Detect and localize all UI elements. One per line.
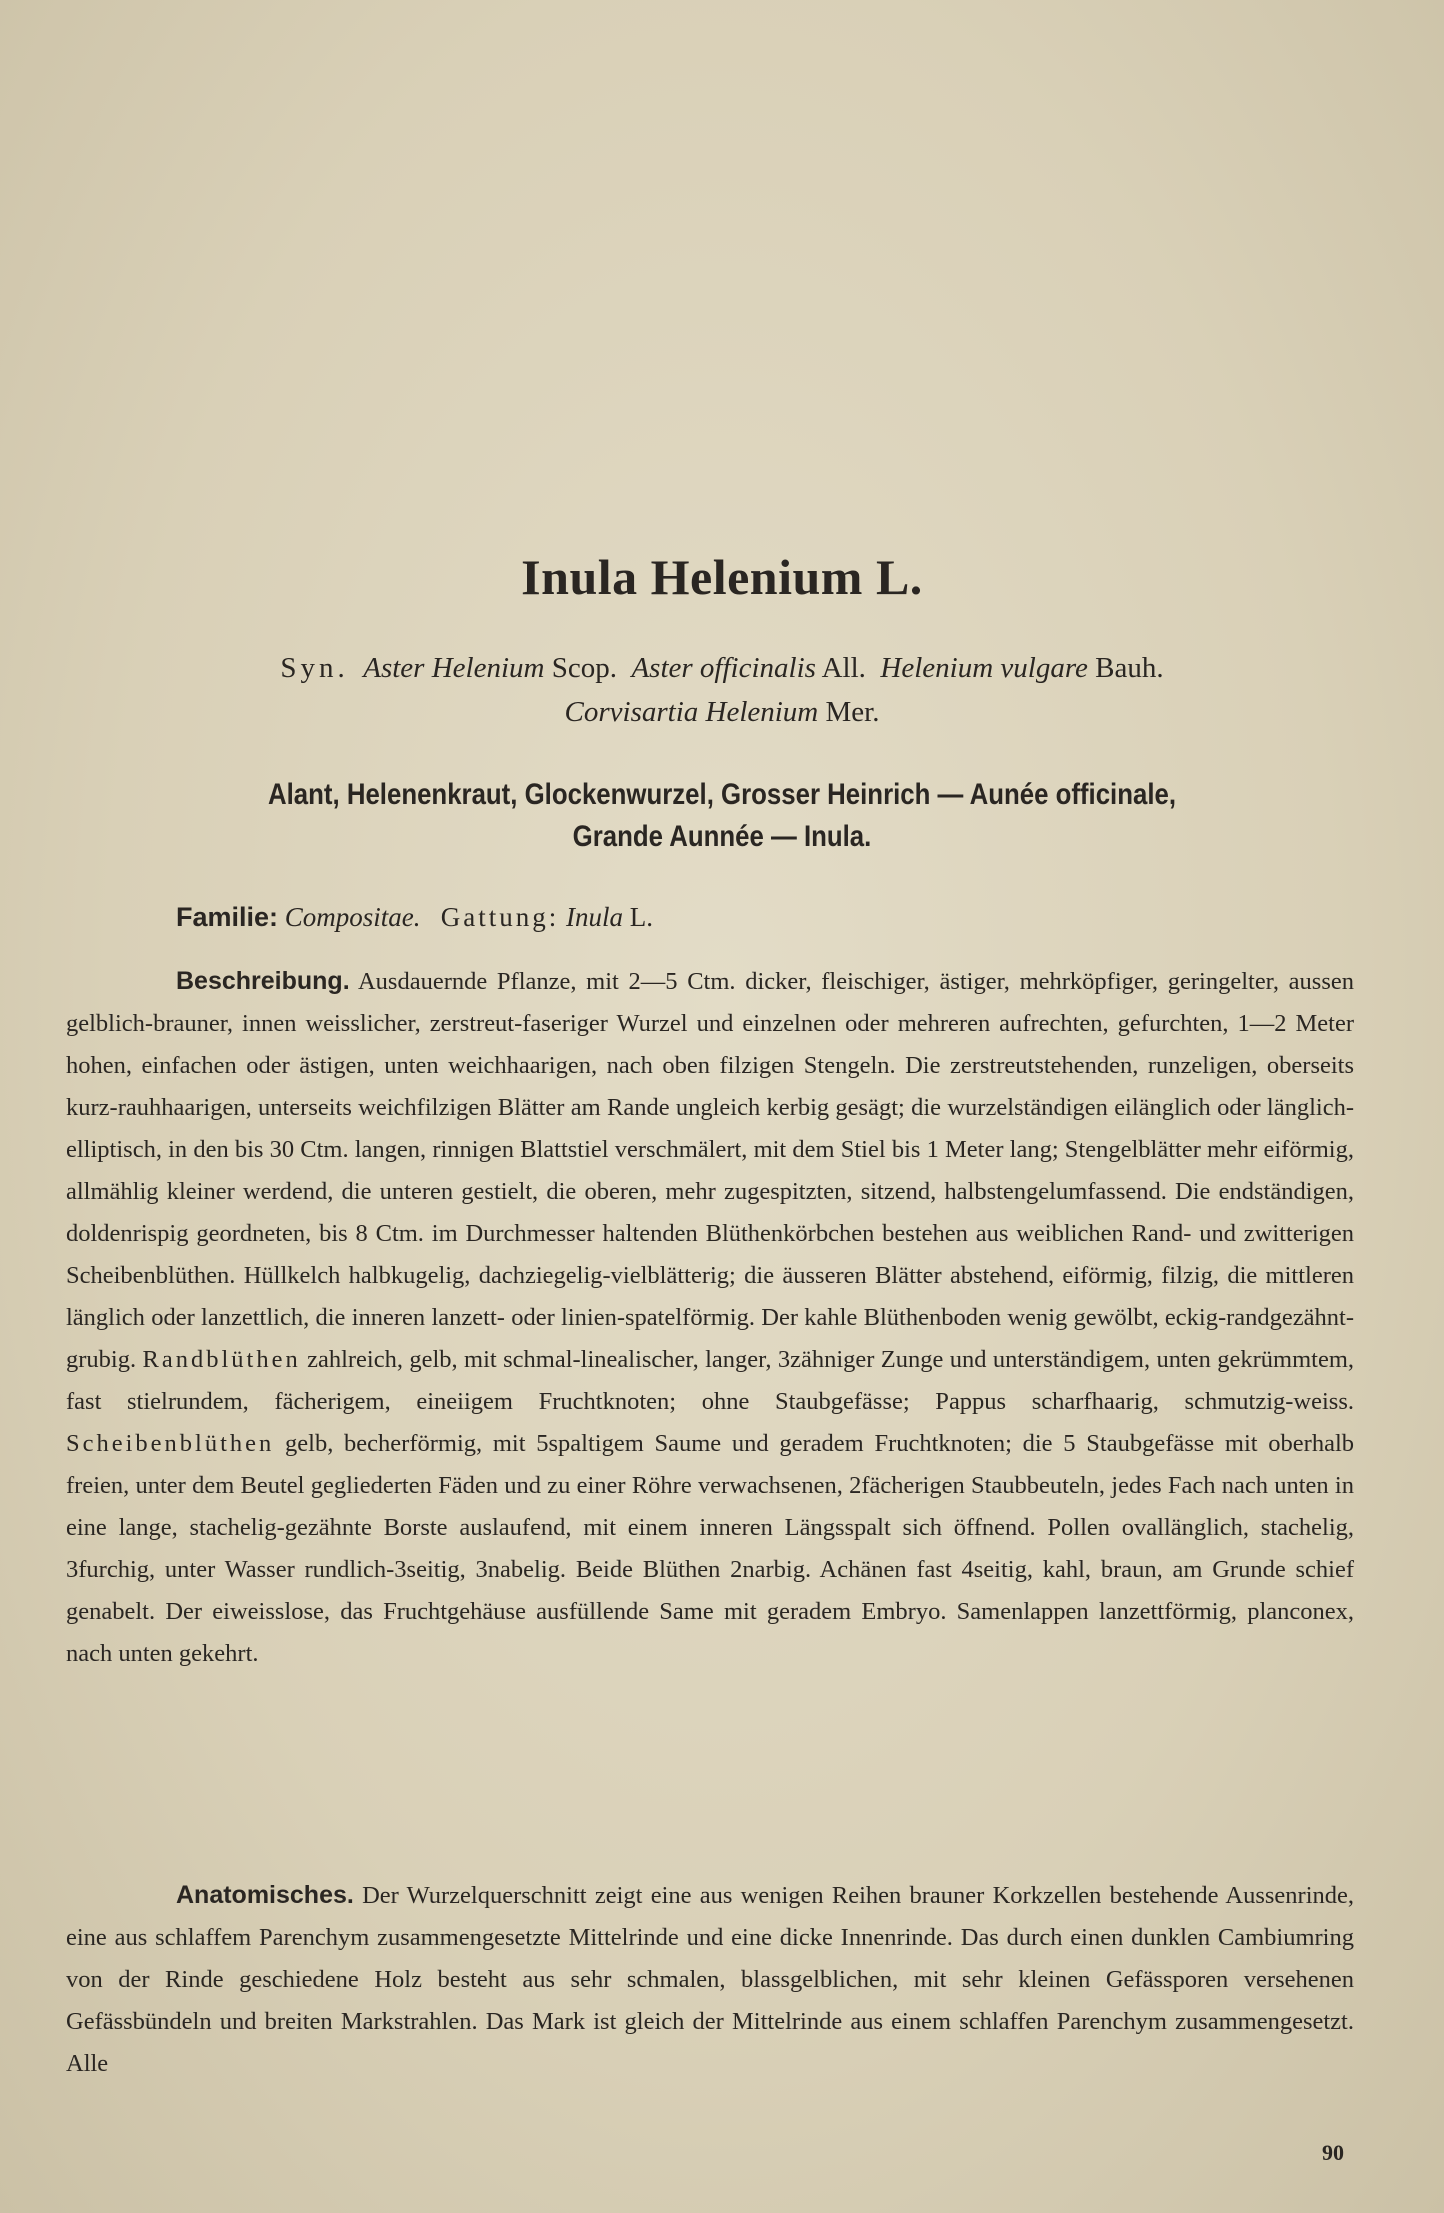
synonyms-line-1: [0, 646, 1444, 690]
anatomy-paragraph: [66, 1874, 1354, 2085]
synonym-author: All.: [821, 652, 866, 684]
family-line: [176, 902, 653, 933]
synonym-author: Mer.: [825, 696, 880, 728]
synonyms-block: [0, 646, 1444, 734]
page-title: Inula Helenium L.: [521, 549, 923, 605]
family-label: Familie:: [176, 902, 279, 932]
synonyms-line-2: [0, 690, 1444, 734]
genus-author: L.: [629, 902, 654, 932]
common-names-line-2: Grande Aunnée — Inula.: [572, 820, 872, 853]
common-names: [101, 774, 1343, 858]
anatomy-heading: Anatomisches.: [176, 1881, 354, 1909]
synonym-name: Corvisartia Helenium: [564, 696, 819, 728]
description-text: gelb, becherförmig, mit 5spaltigem Saume und geradem Fruchtknoten; die 5 Staubgefässe mit oberhalb freien, unter dem Beutel gegliederten Fäden und zu einer Röhre verwachsenen, 2fächerigen Staubbeuteln, jedes Fach nach unten in eine lange, stachelig-gezähnte Borste auslaufend, mit einem inneren Längsspalt sich öffnend. Pollen ovallänglich, stachelig, 3furchig, unter Wasser rundlich-3seitig, 3nabelig. Beide Blüthen 2narbig. Achänen fast 4seitig, kahl, braun, am Grunde schief genabelt. Der eiweisslose, das Fruchtgehäuse ausfüllende Same mit geradem Embryo. Samenlappen lanzettförmig, planconex, nach unten gekehrt.: [66, 1430, 1354, 1667]
family-value: Compositae.: [284, 902, 421, 932]
description-text: zahlreich, gelb, mit schmal-linealischer, langer, 3zähniger Zunge und unterständigem, unten gekrümmtem, fast stielrundem, fächerigem, eineiigem Fruchtknoten; ohne Staubgefässe; Pappus scharfhaarig, schmutzig-weiss.: [66, 1346, 1355, 1415]
common-names-line-1: Alant, Helenenkraut, Glockenwurzel, Grosser Heinrich — Aunée officinale,: [267, 778, 1177, 811]
page-number: 90: [1322, 2140, 1344, 2165]
genus-value: Inula: [566, 902, 624, 932]
anatomy-text: Der Wurzelquerschnitt zeigt eine aus wenigen Reihen brauner Korkzellen bestehende Aussenrinde, eine aus schlaffem Parenchym zusammengesetzte Mittelrinde und eine dicke Innenrinde. Das durch einen dunklen Cambiumring von der Rinde geschiedene Holz besteht aus sehr schmalen, blassgelblichen, mit sehr kleinen Gefässporen versehenen Gefässbündeln und breiten Markstrahlen. Das Mark ist gleich der Mittelrinde aus einem schlaffen Parenchym zusammengesetzt. Alle: [66, 1882, 1355, 2077]
disc-florets-label: Scheibenblüthen: [66, 1430, 275, 1457]
synonym-name: Aster officinalis: [631, 652, 816, 684]
ray-florets-label: Randblüthen: [142, 1346, 301, 1373]
genus-label: Gattung:: [440, 902, 560, 932]
synonym-author: Bauh.: [1095, 652, 1164, 684]
synonym-name: Helenium vulgare: [880, 652, 1088, 684]
description-heading: Beschreibung.: [176, 967, 350, 995]
synonym-name: Aster Helenium: [363, 652, 545, 684]
description-paragraph: [66, 960, 1354, 1675]
description-text: Ausdauernde Pflanze, mit 2—5 Ctm. dicker, fleischiger, ästiger, mehrköpfiger, geringelter, aussen gelblich-brauner, innen weisslicher, zerstreut-faseriger Wurzel und einzelnen oder mehreren aufrechten, gefurchten, 1—2 Meter hohen, einfachen oder ästigen, unten weichhaarigen, nach oben filzigen Stengeln. Die zerstreutstehenden, runzeligen, oberseits kurz-rauhhaarigen, unterseits weichfilzigen Blätter am Rande ungleich kerbig gesägt; die wurzelständigen eilänglich oder länglich-elliptisch, in den bis 30 Ctm. langen, rinnigen Blattstiel verschmälert, mit dem Stiel bis 1 Meter lang; Stengelblätter mehr eiförmig, allmählig kleiner werdend, die unteren gestielt, die oberen, mehr zugespitzten, sitzend, halbstengelumfassend. Die endständigen, doldenrispig geordneten, bis 8 Ctm. im Durchmesser haltenden Blüthenkörbchen bestehen aus weiblichen Rand- und zwitterigen Scheibenblüthen. Hüllkelch halbkugelig, dachziegelig-vielblätterig; die äusseren Blätter abstehend, eiförmig, filzig, die mittleren länglich oder lanzettlich, die inneren lanzett- oder linien-spatelförmig. Der kahle Blüthenboden wenig gewölbt, eckig-randgezähnt-grubig.: [66, 968, 1354, 1373]
synonyms-label: Syn.: [280, 652, 349, 684]
synonym-author: Scop.: [551, 652, 617, 684]
